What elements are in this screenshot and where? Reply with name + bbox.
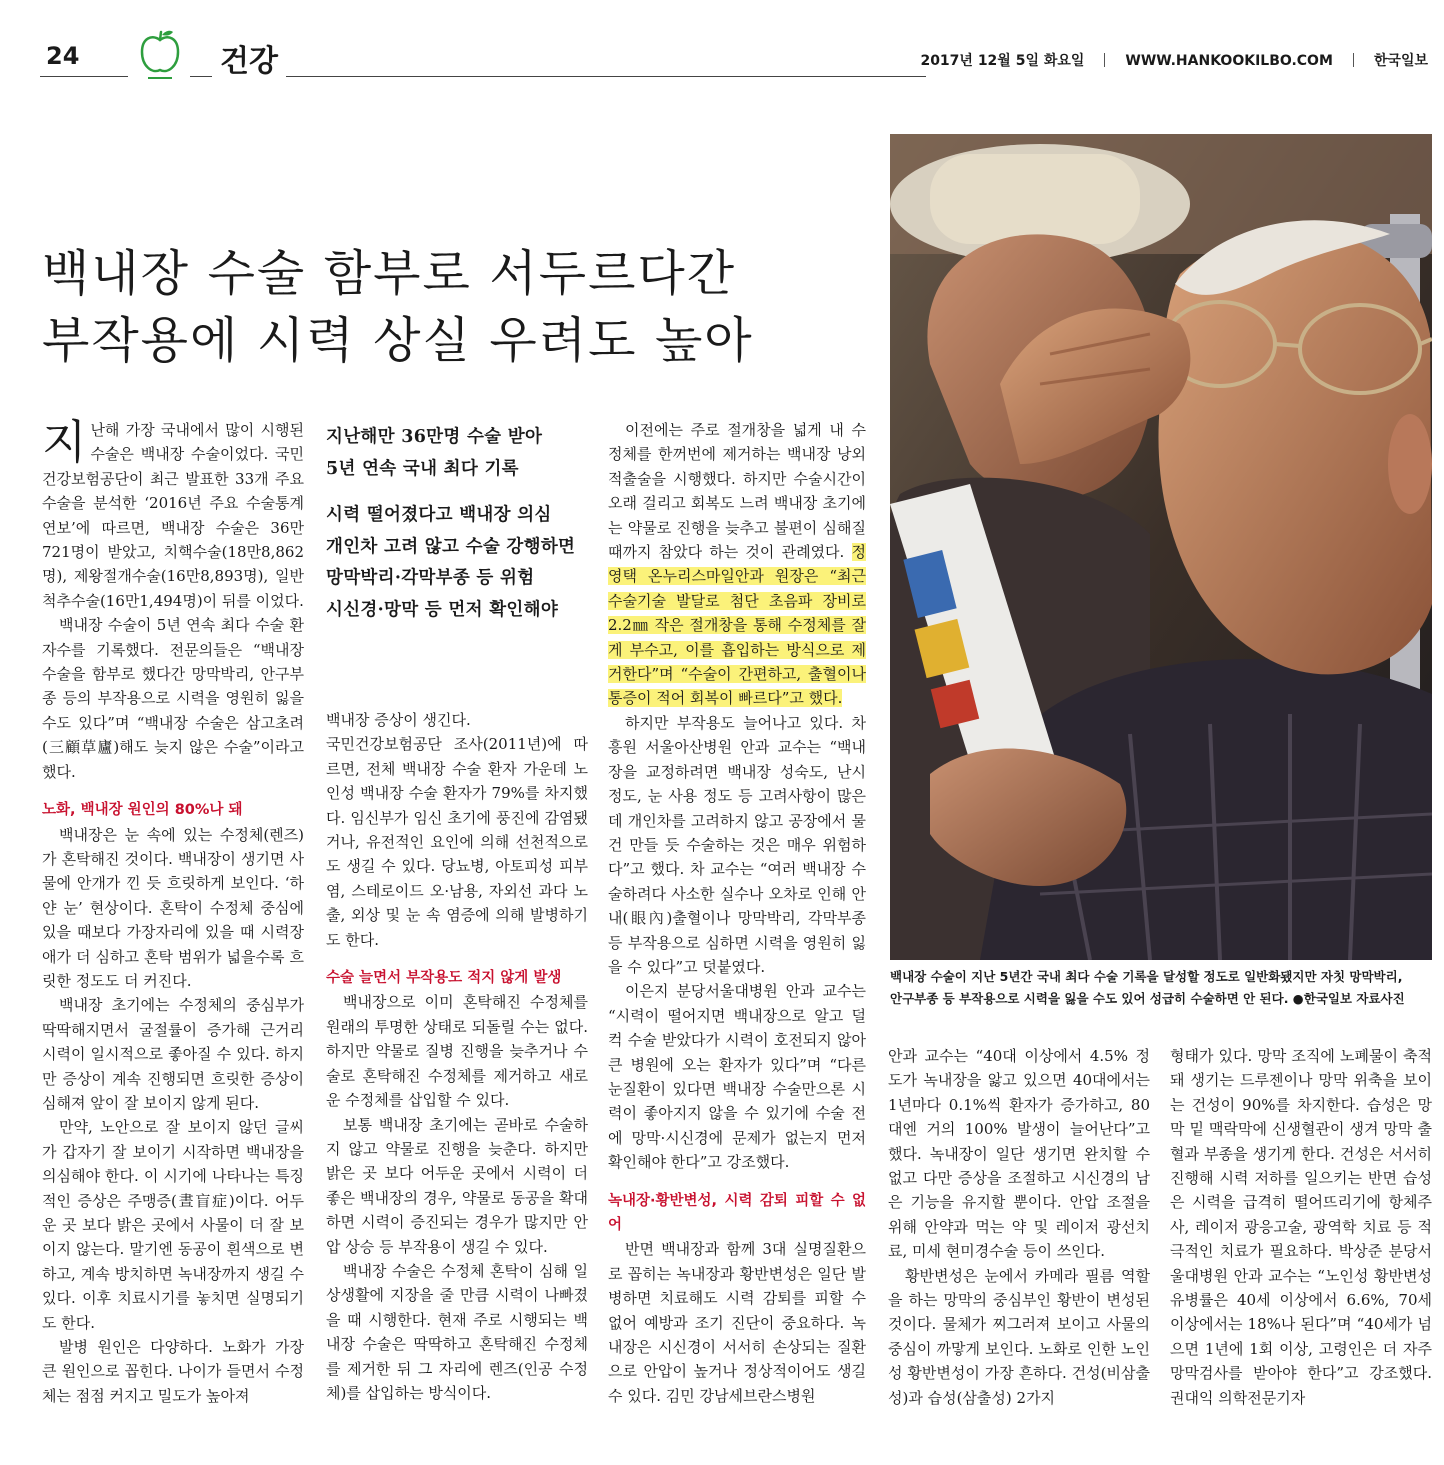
drop-cap: 지	[42, 415, 87, 469]
article-paragraph: 발병 원인은 다양하다. 노화가 가장 큰 원인으로 꼽힌다. 나이가 들면서 수정체는 점점 커지고 밀도가 높아져	[42, 1338, 304, 1405]
highlighted-quote: 정영택 온누리스마일안과 원장은 “최근 수술기술 발달로 첨단 초음파 장비로 2.2㎜ 작은 절개창을 통해 수정체를 잘게 부수고, 이를 흡입하는 방식으로 제거한다”며 “수술이 간편하고, 출혈이나 통증이 적어 회복이 빠르다”고 했다.	[608, 543, 866, 708]
subheading: 노화, 백내장 원인의 80%나 돼	[42, 802, 243, 819]
article-paragraph: 보통 백내장 초기에는 곧바로 수술하지 않고 약물로 진행을 늦춘다. 하지만 밝은 곳 보다 어두운 곳에서 시력이 더 좋은 백내장의 경우, 약물로 동공을 확대하면 시력이 증진되는 경우가 많지만 안압 상승 등 부작용이 생길 수 있다.	[326, 1115, 588, 1256]
website-link[interactable]: WWW.HANKOOKILBO.COM	[1125, 53, 1333, 69]
article-paragraph: 하지만 부작용도 늘어나고 있다. 차흥원 서울아산병원 안과 교수는 “백내장을 교정하려면 백내장 성숙도, 난시 정도, 눈 사용 정도 등 고려사항이 많은데 개인차를 고려하지 않고 공장에서 물건 만들 듯 수술하는 것은 매우 위험하다”고 했다. 차 교수는 “여러 백내장 수술하려다 사소한 실수나 오차로 인해 안내(眼內)출혈이나 망막박리, 각막부종 등 부작용으로 심하면 시력을 영원히 잃을 수 있다”고 덧붙였다.	[608, 713, 866, 976]
issue-date: 2017년 12월 5일 화요일	[920, 53, 1085, 69]
byline: 권대익 의학전문기자	[1170, 1388, 1306, 1407]
article-column-5	[1170, 1044, 1432, 1410]
article-paragraph: 이전에는 주로 절개창을 넓게 내 수정체를 한꺼번에 제거하는 백내장 낭외적출술을 시행했다. 하지만 수술시간이 오래 걸리고 회복도 느려 백내장 초기에는 약물로 진행을 늦추고 불편이 심해질 때까지 참았다 하는 것이 관례였다. 정영택 온누리스마일안과 원장은 “최근 수술기술 발달로 첨단 초음파 장비로 2.2㎜ 작은 절개창을 통해 수정체를 잘게 부수고, 이를 흡입하는 방식으로 제거한다”며 “수술이 간편하고, 출혈이나 통증이 적어 회복이 빠르다”고 했다.	[608, 421, 866, 708]
article-paragraph: 백내장은 눈 속에 있는 수정체(렌즈)가 혼탁해진 것이다. 백내장이 생기면 사물에 안개가 낀 듯 흐릿하게 보인다. ‘하얀 눈’ 현상이다. 혼탁이 수정체 중심에 있을 때보다 가장자리에 있을 때 시력장애가 더 심하고 혼탁 범위가 넓을수록 흐릿한 정도도 더 커진다.	[42, 825, 304, 990]
summary-line: 시력 떨어졌다고 백내장 의심	[326, 505, 552, 525]
article-paragraph: 백내장 증상이 생긴다.	[326, 711, 471, 729]
subheading: 수술 늘면서 부작용도 적지 않게 발생	[326, 970, 562, 987]
headline-line-1: 백내장 수술 함부로 서두르다간	[42, 245, 737, 302]
header-rule-mid	[190, 76, 212, 77]
summary-decks	[326, 422, 588, 626]
article-paragraph: 황반변성은 눈에서 카메라 필름 역할을 하는 망막의 중심부인 황반이 변성된 것이다. 물체가 찌그러져 보이고 사물의 중심이 까맣게 보인다. 노화로 인한 노인성 황반변성이 가장 흔하다. 건성(비삼출성)과 습성(삼출성) 2가지	[888, 1266, 1150, 1407]
summary-line: 지난해만 36만명 수술 받아	[326, 427, 543, 447]
article-paragraph: 백내장 수술은 수정체 혼탁이 심해 일상생활에 지장을 줄 만큼 시력이 나빠졌을 때 시행한다. 현재 주로 시행되는 백내장 수술은 딱딱하고 혼탁해진 수정체를 제거한 뒤 그 자리에 렌즈(인공 수정체)를 삽입하는 방식이다.	[326, 1261, 588, 1402]
summary-line: 개인차 고려 않고 수술 강행하면	[326, 536, 576, 557]
headline-line-2: 부작용에 시력 상실 우려도 높아	[42, 312, 754, 369]
header-rule-left	[40, 76, 128, 77]
article-paragraph: 지난해 가장 국내에서 많이 시행된 수술은 백내장 수술이었다. 국민건강보험공단이 최근 발표한 33개 주요 수술을 분석한 ‘2016년 주요 수술통계연보’에 따르면, 백내장 수술은 36만721명이 받았고, 치핵수술(18만8,862명), 제왕절개수술(16만8,893명), 일반척추수술(16만1,494명)이 뒤를 이었다.	[42, 415, 304, 610]
article-column-1	[42, 415, 304, 1408]
article-column-2	[326, 708, 588, 1405]
article-paragraph: 형태가 있다. 망막 조직에 노폐물이 축적돼 생기는 드루젠이나 망막 위축을 보이는 건성이 90%를 차지한다. 습성은 망막 밑 맥락막에 신생혈관이 생겨 망막 출혈과 부종을 생기게 한다. 건성은 서서히 진행해 시력 저하를 일으키는 반면 습성은 시력을 급격히 떨어뜨리기에 항체주사, 레이저 광응고술, 광역학 치료 등 적극적인 치료가 필요하다. 박상준 분당서울대병원 안과 교수는 “노인성 황반변성 유병률은 40세 이상에서 6.6%, 70세 이상에서는 18%나 된다”며 “40세가 넘으면 1년에 1회 이상, 고령인은 더 자주 망막검사를 받아야 한다”고 강조했다. 권대익 의학전문기자	[1170, 1047, 1432, 1407]
headline	[42, 240, 754, 374]
subheading: 녹내장·황반변성, 시력 감퇴 피할 수 없어	[608, 1192, 866, 1233]
article-paragraph: 이은지 분당서울대병원 안과 교수는 “시력이 떨어지면 백내장으로 알고 덜컥 수술 받았다가 시력이 호전되지 않아 큰 병원에 오는 환자가 있다”며 “다른 눈질환이 있다면 백내장 수술만으론 시력이 좋아지지 않을 수 있기에 수술 전에 망막·시신경에 문제가 없는지 먼저 확인해야 한다”고 강조했다.	[608, 982, 866, 1172]
page-number: 24	[46, 42, 80, 70]
article-paragraph: 반면 백내장과 함께 3대 실명질환으로 꼽히는 녹내장과 황반변성은 일단 발병하면 치료해도 시력 감퇴를 피할 수 없어 예방과 조기 진단이 중요하다. 녹내장은 시신경이 서서히 손상되는 질환으로 안압이 높거나 정상적이어도 생길 수 있다. 김민 강남세브란스병원	[608, 1240, 866, 1405]
header-divider	[1353, 53, 1354, 67]
article-column-3	[608, 418, 866, 1408]
summary-line: 망막박리·각막부종 등 위험	[326, 568, 535, 588]
article-paragraph: 백내장으로 이미 혼탁해진 수정체를 원래의 투명한 상태로 되돌릴 수는 없다. 하지만 약물로 질병 진행을 늦추거나 수술로 혼탁해진 수정체를 제거하고 새로운 수정체를 삽입할 수 있다.	[326, 993, 588, 1110]
summary-gap	[326, 485, 588, 500]
apple-icon	[138, 28, 182, 82]
article-paragraph: 국민건강보험공단 조사(2011년)에 따르면, 전체 백내장 수술 환자 가운데 노인성 백내장 수술 환자가 79%를 차지했다. 임신부가 임신 초기에 풍진에 감염됐거나, 유전적인 요인에 의해 선천적으로도 생길 수 있다. 당뇨병, 아토피성 피부염, 스테로이드 오·남용, 자외선 과다 노출, 외상 및 눈 속 염증에 의해 발병하기도 한다.	[326, 735, 588, 949]
summary-line: 5년 연속 국내 최다 기록	[326, 458, 519, 479]
photo-caption	[890, 966, 1432, 1010]
article-photo	[890, 134, 1432, 960]
article-paragraph: 만약, 노안으로 잘 보이지 않던 글씨가 갑자기 잘 보이기 시작하면 백내장을 의심해야 한다. 이 시기에 나타나는 특징적인 증상은 주맹증(晝盲症)이다. 어두운 곳 보다 밝은 곳에서 사물이 더 잘 보이지 않는다. 말기엔 동공이 흰색으로 변하고, 계속 방치하면 녹내장까지 생길 수 있다. 이후 치료시기를 놓치면 실명되기도 한다.	[42, 1118, 304, 1332]
section-title: 건강	[220, 44, 278, 79]
summary-line: 시신경·망막 등 먼저 확인해야	[326, 599, 559, 620]
article-column-4	[888, 1044, 1150, 1410]
article-paragraph: 안과 교수는 “40대 이상에서 4.5% 정도가 녹내장을 앓고 있으면 40대에서는 1년마다 0.1%씩 환자가 증가하고, 80대엔 거의 100% 발생이 늘어난다”고 했다. 녹내장이 일단 생기면 완치할 수 없고 다만 증상을 조절하고 시신경의 남은 기능을 유지할 뿐이다. 안압 조절을 위해 안약과 먹는 약 및 레이저 광선치료, 미세 현미경수술 등이 쓰인다.	[888, 1047, 1150, 1261]
header-info	[920, 50, 1428, 70]
article-paragraph: 백내장 수술이 5년 연속 최다 수술 환자수를 기록했다. 전문의들은 “백내장 수술을 함부로 했다간 망막박리, 안구부종 등의 부작용으로 시력을 영원히 잃을 수도 있다”며 “백내장 수술은 삼고초려(三顧草廬)해도 늦지 않은 수술”이라고 했다.	[42, 616, 304, 781]
newspaper-name: 한국일보	[1373, 53, 1428, 69]
header-rule-right	[286, 76, 926, 77]
caption-line-2: 안구부종 등 부작용으로 시력을 잃을 수도 있어 성급히 수술하면 안 된다. ●한국일보 자료사진	[890, 991, 1405, 1006]
caption-line-1: 백내장 수술이 지난 5년간 국내 최다 수술 기록을 달성할 정도로 일반화됐지만 자칫 망막박리,	[890, 969, 1403, 984]
article-paragraph: 백내장 초기에는 수정체의 중심부가 딱딱해지면서 굴절률이 증가해 근거리 시력이 일시적으로 좋아질 수 있다. 하지만 증상이 계속 진행되면 흐릿한 증상이 심해져 앞이 잘 보이지 않게 된다.	[42, 996, 304, 1112]
page-header	[40, 28, 1432, 88]
header-divider	[1104, 53, 1105, 67]
